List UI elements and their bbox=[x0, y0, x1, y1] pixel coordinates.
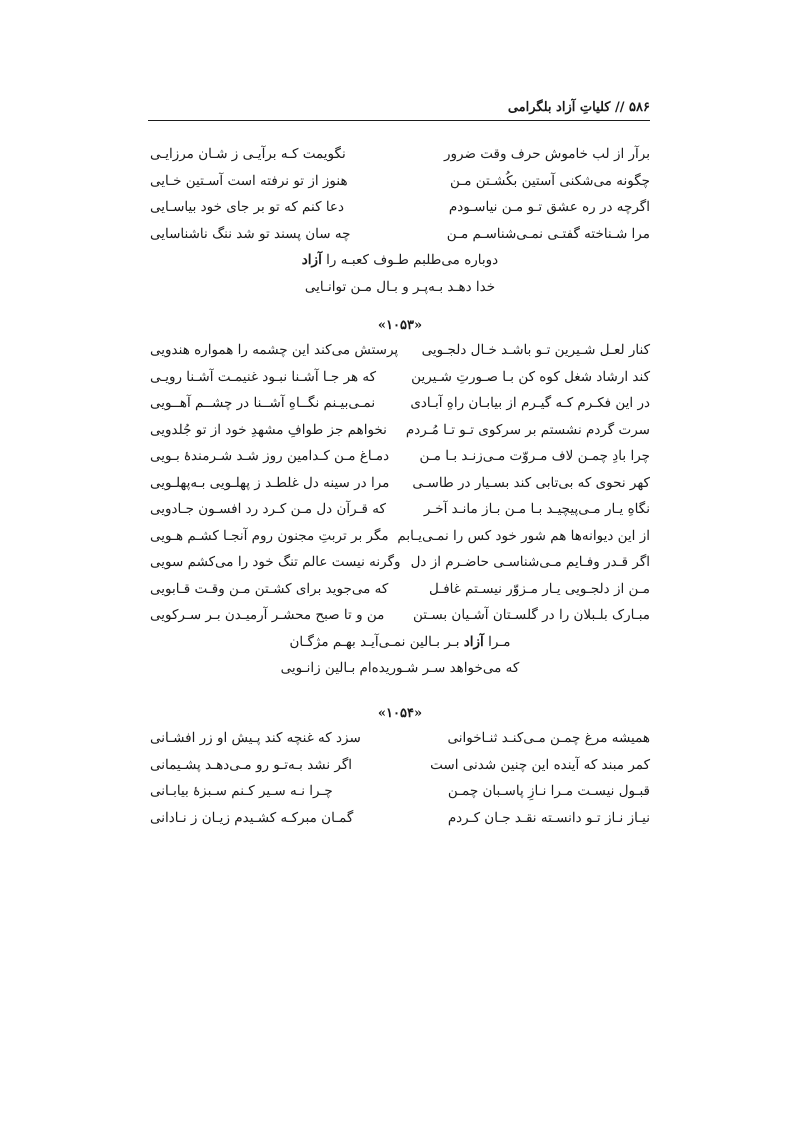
hemistich-first: مـن از دلجـویی یـار مـزوّر نیسـتم غافـل bbox=[429, 580, 650, 597]
hemistich-second: مرا در سینه دل غلطـد ز پهلـویی بـه‌پهلـویی bbox=[150, 474, 390, 491]
hemistich-second: وگرنه نیست عالم تنگ خود را می‌کشم سویی bbox=[150, 554, 401, 570]
couplet bbox=[150, 342, 650, 369]
hemistich-first: از این دیوانه‌ها هم شور خود کس را نمـی‌یـابم bbox=[397, 527, 650, 544]
final-couplet-line-2 bbox=[150, 660, 650, 687]
couplet bbox=[150, 199, 650, 226]
hemistich-first: کهر نحوی که بی‌تابی کند بسـیار در طاسـی bbox=[412, 474, 650, 491]
hemistich-second: که هر جـا آشـنا نبـود غنیمـت آشـنا رویـی bbox=[150, 368, 377, 385]
final-couplet-line-2 bbox=[150, 279, 650, 306]
hemistich-first: کمر مبند که آینده این چنین شدنی است bbox=[430, 756, 650, 773]
hemistich-first: نیـاز نـاز تـو دانسـته نقـد جـان کـردم bbox=[447, 809, 650, 826]
couplet bbox=[150, 757, 650, 784]
hemistich-first: همیشه مرغ چمـن مـی‌کنـد ثنـاخوانی bbox=[447, 730, 650, 746]
couplet bbox=[150, 810, 650, 837]
couplet bbox=[150, 783, 650, 810]
couplet bbox=[150, 581, 650, 608]
hemistich-first: قبـول نیسـت مـرا نـازِ پاسـبان چمـن bbox=[447, 783, 650, 799]
couplet bbox=[150, 226, 650, 253]
couplet bbox=[150, 369, 650, 396]
final-hemistich: مـرا آزاد بـر بـالین نمـی‌آیـد بهـم مژگـان bbox=[289, 633, 511, 650]
hemistich-second: نخواهم جز طوافِ مشهدِ خود از تو جُلدویی bbox=[150, 421, 387, 438]
hemistich-second: هنوز از تو نرفته است آسـتین خـایی bbox=[150, 172, 348, 189]
final-hemistich: که می‌خواهد سـر شـوریده‌ام بـالین زانـویی bbox=[280, 660, 520, 676]
ghazal-number: «۱۰۵۳» bbox=[377, 318, 423, 333]
couplet bbox=[150, 395, 650, 422]
hemistich-first: کند ارشاد شغل کوه کن بـا صـورتِ شـیرین bbox=[411, 368, 650, 385]
hemistich-second: من و تا صبح محشـر آرمیـدن بـر سـرکویی bbox=[150, 607, 385, 623]
couplet bbox=[150, 528, 650, 555]
page-title: ۵۸۶ // کلیاتِ آزاد بلگرامی bbox=[507, 100, 650, 115]
hemistich-first: برآر از لب خاموش حرف وقت ضرور bbox=[444, 146, 650, 162]
hemistich-second: مگر بر تربتِ مجنون روم آنجـا کشـم هـویی bbox=[150, 527, 389, 544]
hemistich-second: دعا کنم که تو بر جای خود بیاسـایی bbox=[150, 199, 344, 215]
final-couplet-line-1 bbox=[150, 252, 650, 279]
couplet bbox=[150, 173, 650, 200]
couplet bbox=[150, 422, 650, 449]
hemistich-second: چه سان پسند تو شد ننگ ناشناسایی bbox=[150, 225, 351, 242]
couplet bbox=[150, 475, 650, 502]
hemistich-first: کنار لعـل شـیرین تـو باشـد خـال دلجـویی bbox=[421, 342, 650, 358]
hemistich-second: که قـرآن دل مـن کـرد رد افسـون جـادویی bbox=[150, 501, 386, 517]
hemistich-second: سزد که غنچه کند پـیش او زر افشـانی bbox=[150, 730, 361, 746]
hemistich-first: چگونه می‌شکنی آستین بکُشـتن مـن bbox=[449, 172, 650, 189]
hemistich-second: دمـاغ مـن کـدامین روز شـد شـرمندهٔ بـویی bbox=[150, 448, 390, 464]
final-hemistich: دوباره می‌طلبم طـوف کعبـه را آزاد bbox=[301, 252, 499, 268]
header-rule bbox=[148, 120, 650, 121]
hemistich-first: چرا بادِ چمـن لاف مـروّت مـی‌زنـد بـا مـن bbox=[419, 448, 650, 464]
ghazal-1054 bbox=[150, 730, 650, 836]
couplet bbox=[150, 501, 650, 528]
hemistich-first: مرا شـناخته گفتـی نمـی‌شناسـم مـن bbox=[446, 225, 650, 242]
hemistich-second: اگر نشد بـه‌تـو رو مـی‌دهـد پشـیمانی bbox=[150, 756, 353, 773]
hemistich-first: مبـارک بلـبلان را در گلسـتان آشـیان بسـتن bbox=[413, 607, 650, 623]
ghazal-number: «۱۰۵۴» bbox=[377, 706, 423, 721]
hemistich-second: نگویمت کـه برآیـی ز شـان مرزایـی bbox=[150, 146, 346, 162]
couplet bbox=[150, 146, 650, 173]
hemistich-second: نمـی‌بیـنم نگــاهِ آشــنا در چشــم آهــویی bbox=[150, 395, 376, 411]
ghazal-1052-tail bbox=[150, 146, 650, 305]
hemistich-second: که می‌جوید برای کشـتن مـن وقـت قـابویی bbox=[150, 580, 389, 597]
ghazal-1053 bbox=[150, 342, 650, 687]
hemistich-second: گمـان مبرکـه کشـیدم زیـان ز نـادانی bbox=[150, 809, 354, 826]
hemistich-first: اگر قـدر وفـایم مـی‌شناسـی حاضـرم از دل bbox=[410, 554, 650, 570]
couplet bbox=[150, 607, 650, 634]
couplet bbox=[150, 448, 650, 475]
hemistich-second: پرستش می‌کند این چشمه را همواره هندویی bbox=[150, 342, 399, 358]
page-header bbox=[148, 96, 650, 120]
couplet bbox=[150, 554, 650, 581]
couplet bbox=[150, 730, 650, 757]
hemistich-second: چـرا نـه سـیر کـنم سـبزهٔ بیابـانی bbox=[150, 783, 333, 799]
hemistich-first: سرت گردم نشستم بر سرکوی تـو تـا مُـردم bbox=[405, 421, 650, 438]
final-couplet-line-1 bbox=[150, 634, 650, 661]
hemistich-first: نگاهِ یـار مـی‌پیچیـد بـا مـن بـاز مانـد آخـر bbox=[423, 501, 650, 517]
hemistich-first: در این فکـرم کـه گیـرم از بیابـان راهِ آبـادی bbox=[410, 395, 650, 411]
final-hemistich: خدا دهـد بـه‌پـر و بـال مـن توانـایی bbox=[304, 278, 496, 295]
hemistich-first: اگرچه در ره عشق تـو مـن نیاسـودم bbox=[448, 199, 650, 215]
